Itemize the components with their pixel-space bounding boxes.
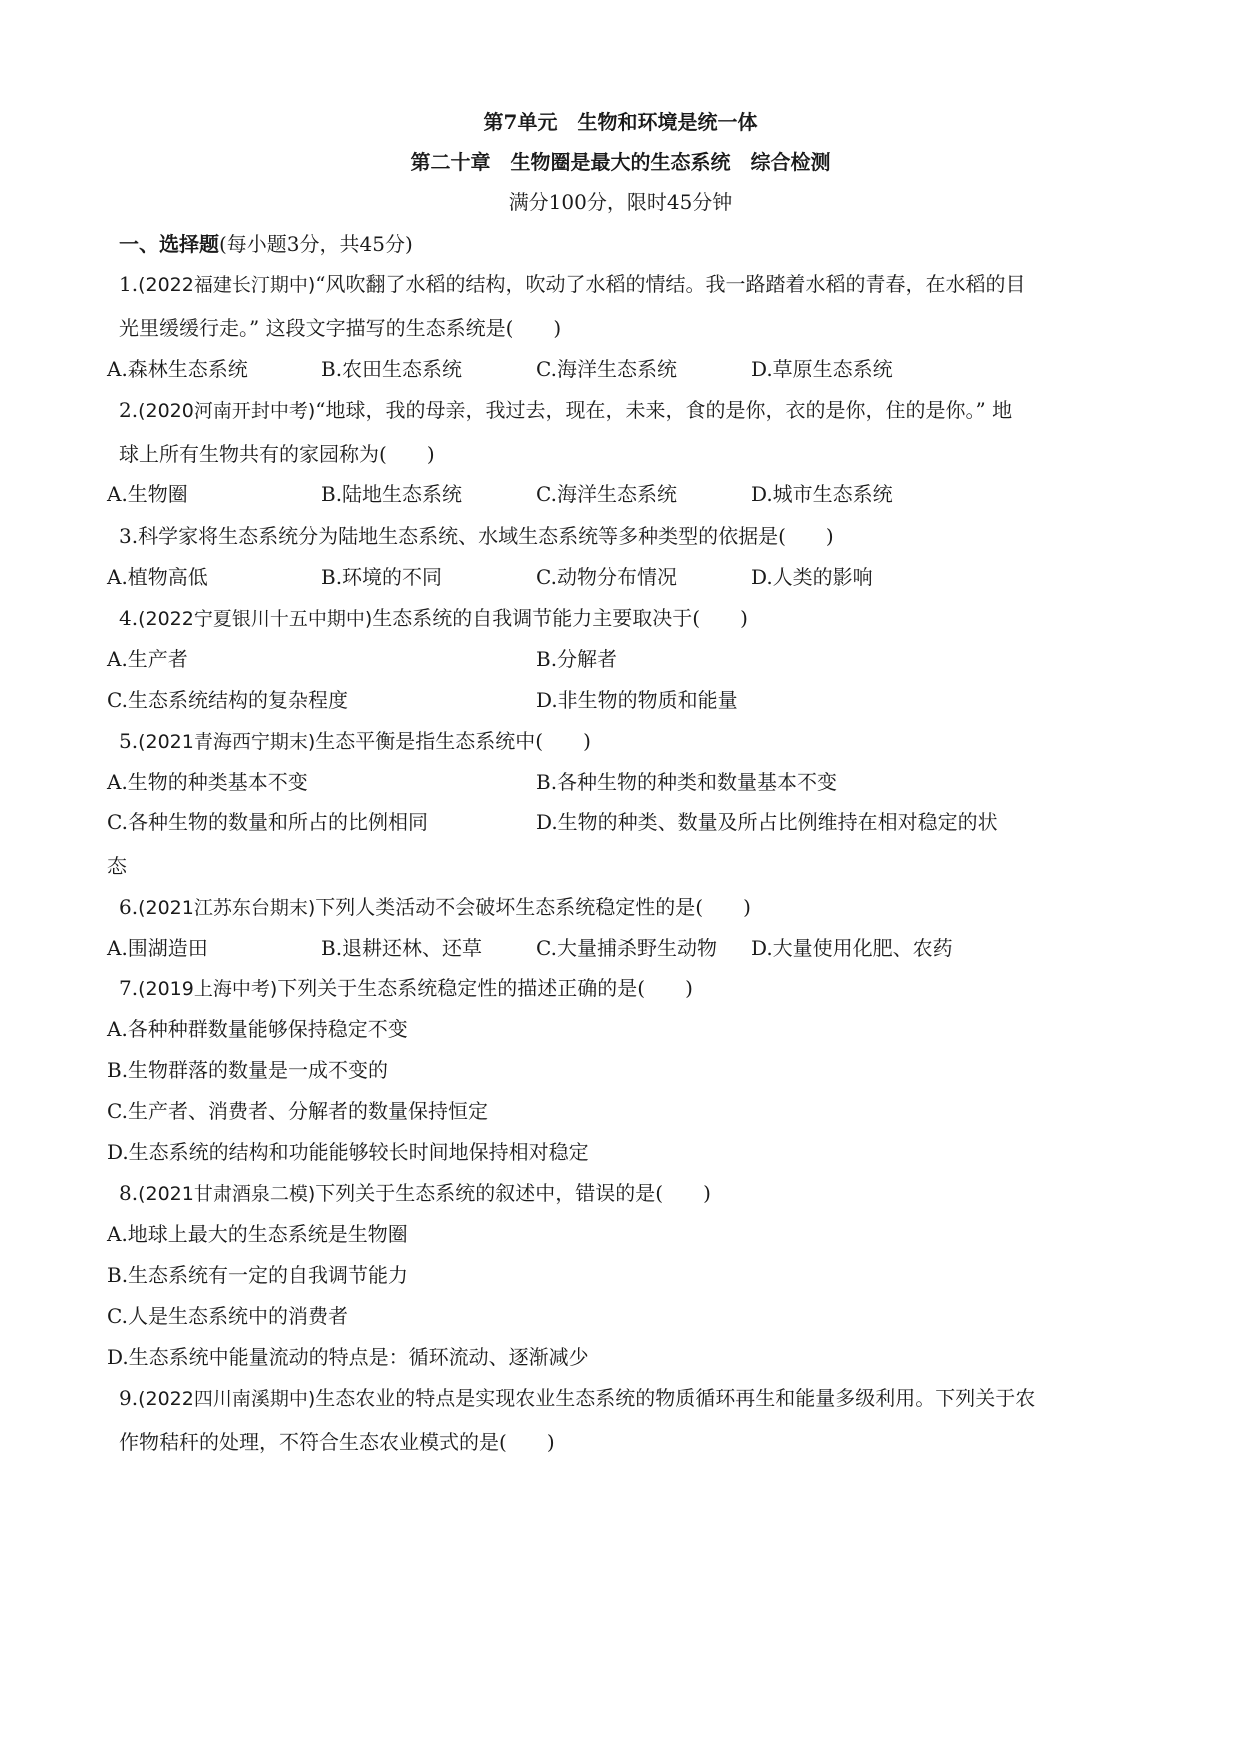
option-b: B.退耕还林、还草 xyxy=(321,936,483,960)
answer-close: ) xyxy=(740,606,748,630)
question-stem: 下列关于生态系统的叙述中，错误的是( xyxy=(315,1181,664,1205)
question-1-line1 xyxy=(119,270,1026,299)
question-stem: 生态系统的自我调节能力主要取决于( xyxy=(372,606,701,630)
section-note: (每小题3分，共45分) xyxy=(219,232,413,256)
answer-close: ) xyxy=(825,524,834,548)
answer-close: ) xyxy=(703,1181,711,1205)
option-c: C.生态系统结构的复杂程度 xyxy=(107,688,348,712)
option-a: A.各种种群数量能够保持稳定不变 xyxy=(107,1017,408,1041)
section-heading xyxy=(119,230,413,258)
option-b: B.环境的不同 xyxy=(321,565,443,589)
option-d: D.生态系统的结构和功能能够较长时间地保持相对稳定 xyxy=(107,1140,589,1164)
question-number: 7. xyxy=(119,976,139,1000)
option-c: C.生产者、消费者、分解者的数量保持恒定 xyxy=(107,1099,488,1123)
answer-close: ) xyxy=(553,316,562,340)
option-d: D.城市生态系统 xyxy=(751,482,893,506)
score-info: 满分100分，限时45分钟 xyxy=(508,190,733,214)
option-a: A.生物圈 xyxy=(107,482,188,506)
question-8-line1 xyxy=(119,1179,711,1208)
unit-title: 第7单元 生物和环境是统一体 xyxy=(483,110,758,134)
question-stem: 下列人类活动不会破坏生态系统稳定性的是( xyxy=(315,895,704,919)
question-source: (2021甘肃酒泉二模) xyxy=(138,1183,316,1205)
option-d: D.人类的影响 xyxy=(751,565,873,589)
option-a: A.生物的种类基本不变 xyxy=(107,770,308,794)
section-title: 一、选择题 xyxy=(119,232,219,256)
answer-close: ) xyxy=(583,729,591,753)
option-b: B.生态系统有一定的自我调节能力 xyxy=(107,1263,409,1287)
question-stem: 科学家将生态系统分为陆地生态系统、水域生态系统等多种类型的依据是( xyxy=(138,524,786,548)
option-b: B.陆地生态系统 xyxy=(321,482,463,506)
question-number: 6. xyxy=(119,895,139,919)
question-stem: 下列关于生态系统稳定性的描述正确的是( xyxy=(277,976,646,1000)
question-source: (2021江苏东台期末) xyxy=(138,897,316,919)
question-source: (2022福建长汀期中) xyxy=(138,274,316,296)
question-stem: 作物秸秆的处理，不符合生态农业模式的是( xyxy=(119,1430,507,1454)
question-source: (2022四川南溪期中) xyxy=(138,1388,316,1410)
question-2-line1 xyxy=(119,396,1012,425)
question-number: 5. xyxy=(119,729,139,753)
option-b: B.农田生态系统 xyxy=(321,357,463,381)
option-b: B.生物群落的数量是一成不变的 xyxy=(107,1058,389,1082)
option-c: C.动物分布情况 xyxy=(536,565,677,589)
option-d: D.生态系统中能量流动的特点是：循环流动、逐渐减少 xyxy=(107,1345,589,1369)
question-source: (2021青海西宁期末) xyxy=(138,731,316,753)
option-c: C.各种生物的数量和所占的比例相同 xyxy=(107,810,428,834)
question-number: 1. xyxy=(119,272,139,296)
question-stem: 球上所有生物共有的家园称为( xyxy=(119,442,387,466)
question-4-line1 xyxy=(119,604,748,633)
question-9-line2 xyxy=(119,1428,555,1456)
option-d: D.大量使用化肥、农药 xyxy=(751,936,953,960)
option-a: A.围湖造田 xyxy=(107,936,208,960)
question-7-line1 xyxy=(119,974,693,1003)
question-number: 9. xyxy=(119,1386,139,1410)
option-c: C.海洋生态系统 xyxy=(536,357,677,381)
chapter-title: 第二十章 生物圈是最大的生态系统 综合检测 xyxy=(410,150,831,174)
question-2-line2 xyxy=(119,440,435,468)
question-source: (2022宁夏银川十五中期中) xyxy=(138,608,373,630)
question-stem: “地球，我的母亲，我过去，现在，未来，食的是你，衣的是你，住的是你。” 地 xyxy=(315,398,1013,422)
question-number: 3. xyxy=(119,524,139,548)
question-3-line1 xyxy=(119,522,834,550)
question-number: 8. xyxy=(119,1181,139,1205)
option-d-continued: 态 xyxy=(107,854,127,878)
question-stem: 生态平衡是指生态系统中( xyxy=(315,729,544,753)
question-number: 2. xyxy=(119,398,139,422)
question-6-line1 xyxy=(119,893,751,922)
option-d: D.草原生态系统 xyxy=(751,357,893,381)
question-number: 4. xyxy=(119,606,139,630)
question-stem: 生态农业的特点是实现农业生态系统的物质循环再生和能量多级利用。下列关于农 xyxy=(315,1386,1036,1410)
option-a: A.生产者 xyxy=(107,647,188,671)
option-d: D.生物的种类、数量及所占比例维持在相对稳定的状 xyxy=(536,810,998,834)
option-c: C.人是生态系统中的消费者 xyxy=(107,1304,348,1328)
option-c: C.大量捕杀野生动物 xyxy=(536,936,717,960)
question-9-line1 xyxy=(119,1384,1035,1413)
question-source: (2020河南开封中考) xyxy=(138,400,316,422)
question-1-line2 xyxy=(119,314,561,342)
question-stem: “风吹翻了水稻的结构，吹动了水稻的情结。我一路踏着水稻的青春，在水稻的目 xyxy=(315,272,1026,296)
answer-close: ) xyxy=(743,895,751,919)
question-5-line1 xyxy=(119,727,591,756)
question-stem: 光里缓缓行走。” 这段文字描写的生态系统是( xyxy=(119,316,514,340)
answer-close: ) xyxy=(426,442,435,466)
question-source: (2019上海中考) xyxy=(138,978,278,1000)
option-b: B.各种生物的种类和数量基本不变 xyxy=(536,770,838,794)
option-d: D.非生物的物质和能量 xyxy=(536,688,738,712)
option-a: A.森林生态系统 xyxy=(107,357,248,381)
option-c: C.海洋生态系统 xyxy=(536,482,677,506)
answer-close: ) xyxy=(546,1430,555,1454)
option-a: A.植物高低 xyxy=(107,565,208,589)
option-b: B.分解者 xyxy=(536,647,618,671)
answer-close: ) xyxy=(685,976,693,1000)
option-a: A.地球上最大的生态系统是生物圈 xyxy=(107,1222,408,1246)
